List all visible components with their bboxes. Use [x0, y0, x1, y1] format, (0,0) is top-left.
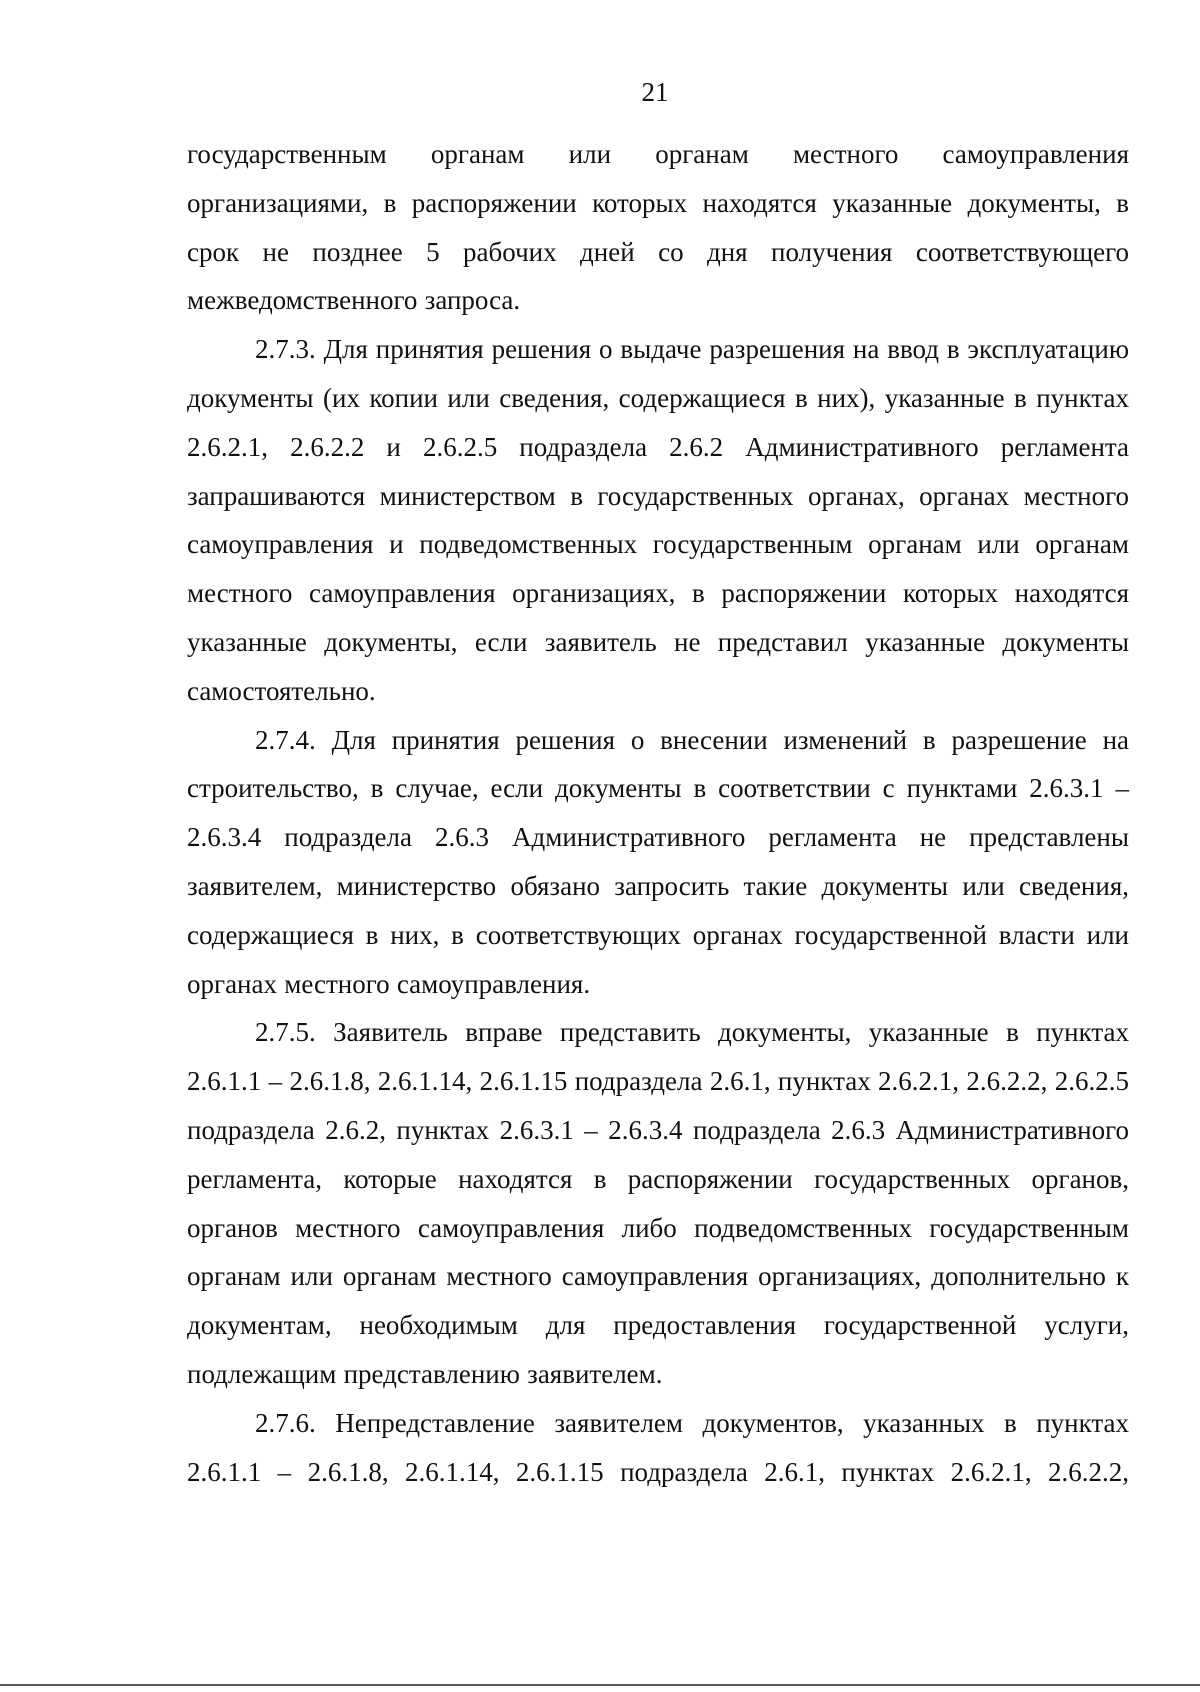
page-number: 21	[641, 77, 669, 107]
paragraph-continuation: государственным органам или органам местного самоуправления организациями, в распоряжении которых находятся указанные документы, в срок не позднее 5 рабочих дней со дня получения соответствующего межведомственного запроса.	[187, 139, 1129, 316]
paragraph-2-7-6: 2.7.6. Непредставление заявителем документов, указанных в пунктах 2.6.1.1 – 2.6.1.8, 2.6.1.14, 2.6.1.15 подраздела 2.6.1, пунктах 2.6.2.1, 2.6.2.2,	[187, 1407, 1129, 1487]
paragraph-2-7-5: 2.7.5. Заявитель вправе представить документы, указанные в пунктах 2.6.1.1 – 2.6.1.8, 2.6.1.14, 2.6.1.15 подраздела 2.6.1, пунктах 2.6.2.1, 2.6.2.2, 2.6.2.5 подраздела 2.6.2, пунктах 2.6.3.1 – 2.6.3.4 подраздела 2.6.3 Административного регламента, которые находятся в распоряжении государственных органов, органов местного самоуправления либо подведомственных государственным органам или органам местного самоуправления организациях, дополнительно к документам, необходимым для предоставления государственной услуги, подлежащим представлению заявителем.	[187, 1017, 1129, 1389]
page-bottom-rule	[0, 1684, 1200, 1686]
paragraph-2-7-4: 2.7.4. Для принятия решения о внесении изменений в разрешение на строительство, в случае, если документы в соответствии с пунктами 2.6.3.1 – 2.6.3.4 подраздела 2.6.3 Административного регламента не представлены заявителем, министерство обязано запросить такие документы или сведения, содержащиеся в них, в соответствующих органах государственной власти или органах местного самоуправления.	[187, 724, 1129, 999]
paragraph-2-7-3: 2.7.3. Для принятия решения о выдаче разрешения на ввод в эксплуатацию документы (их копии или сведения, содержащиеся в них), указанные в пунктах 2.6.2.1, 2.6.2.2 и 2.6.2.5 подраздела 2.6.2 Административного регламента запрашиваются министерством в государственных органах, органах местного самоуправления и подведомственных государственным органам или органам местного самоуправления организациях, в распоряжении которых находятся указанные документы, если заявитель не представил указанные документы самостоятельно.	[187, 334, 1129, 706]
document-body	[187, 130, 1129, 1496]
